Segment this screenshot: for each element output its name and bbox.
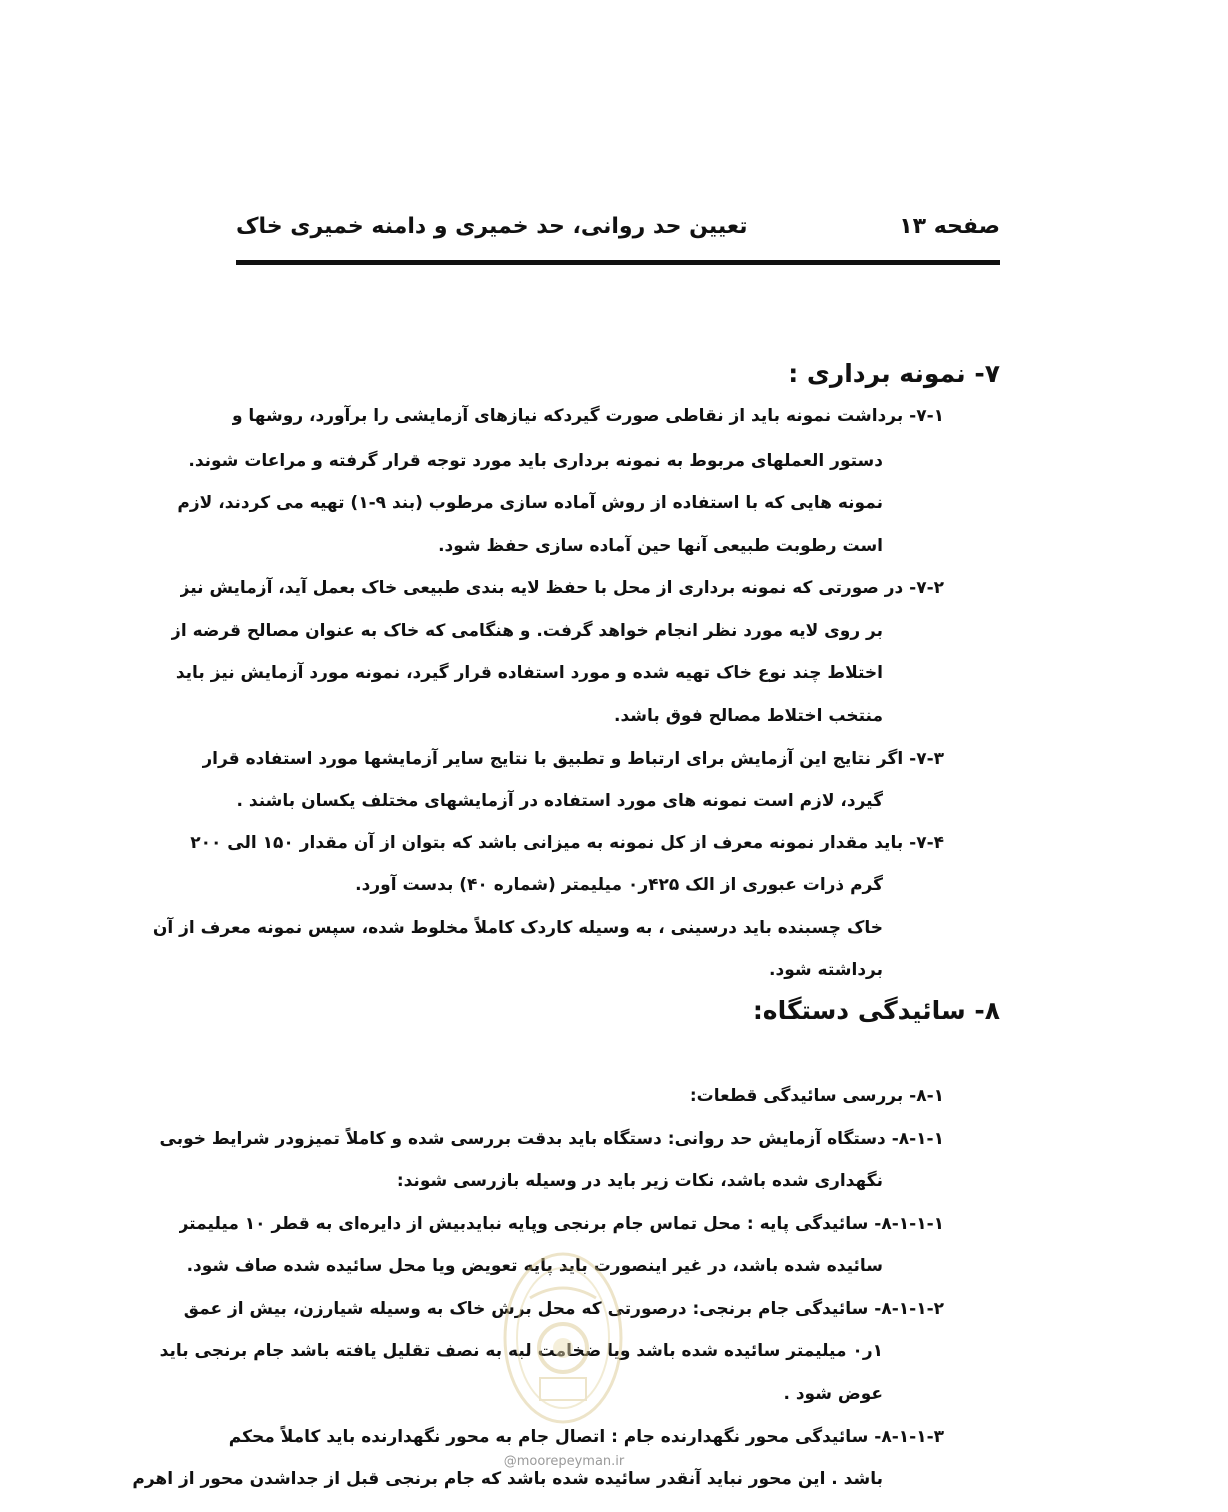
section-7-line: ۷-۱- برداشت نمونه باید از نقاطی صورت گیردکه نیازهای آزمایشی را برآورد، روشها و [231,406,944,426]
section-7-line: بر روی لایه مورد نظر انجام خواهد گرفت. و هنگامی که خاک به عنوان مصالح قرضه از [171,621,883,641]
section-8-heading: ۸- سائیدگی دستگاه: [752,996,1000,1025]
watermark-seal-icon [500,1248,626,1428]
section-8-line: ۸-۱- بررسی سائیدگی قطعات: [689,1086,944,1106]
running-title: تعیین حد روانی، حد خمیری و دامنه خمیری خاک [236,214,748,239]
section-8-line: عوض شود . [783,1384,883,1404]
page-number: صفحه ۱۳ [899,214,1000,239]
section-7-line: ۷-۴- باید مقدار نمونه معرف از کل نمونه به میزانی باشد که بتوان از آن مقدار ۱۵۰ الی ۲۰۰ [190,833,944,853]
header-rule [236,260,1000,265]
section-7-line: است رطوبت طبیعی آنها حین آماده سازی حفظ شود. [438,536,883,556]
section-7-line: خاک چسبنده باید درسینی ، به وسیله کاردک کاملاً مخلوط شده، سپس نمونه معرف از آن [152,918,883,938]
section-7-line: اختلاط چند نوع خاک تهیه شده و مورد استفاده قرار گیرد، نمونه مورد آزمایش نیز باید [175,663,883,683]
section-7-line: برداشته شود. [769,960,883,980]
section-8-line: ۸-۱-۱-۱- سائیدگی پایه : محل تماس جام برنجی وپایه نبایدبیش از دایره‌ای به قطر ۱۰ میلیمتر [178,1214,944,1234]
section-7-line: نمونه هایی که با استفاده از روش آماده سازی مرطوب (بند ۹-۱) تهیه می کردند، لازم [177,493,883,513]
section-8-line: نگهداری شده باشد، نکات زیر باید در وسیله بازرسی شوند: [396,1171,883,1191]
section-7-line: دستور العملهای مربوط به نمونه برداری باید مورد توجه قرار گرفته و مراعات شوند. [188,451,883,471]
section-8-line: باشد . این محور نباید آنقدر سائیده شده باشد که جام برنجی قبل از جداشدن محور از اهرم [132,1469,883,1489]
section-8-line: ۱ر۰ میلیمتر سائیده شده باشد ویا ضخامت لبه به نصف تقلیل یافته باشد جام برنجی باید [159,1341,883,1361]
section-8-line: ۸-۱-۱-۲- سائیدگی جام برنجی: درصورتی که محل برش خاک به وسیله شیارزن، بیش از عمق [183,1299,944,1319]
watermark-site-text: @moorepeyman.ir [503,1454,625,1469]
section-8-line: ۸-۱-۱-۳- سائیدگی محور نگهدارنده جام : اتصال جام به محور نگهدارنده باید کاملاً محکم [228,1427,944,1447]
section-8-line: سائیده شده باشد، در غیر اینصورت باید پایه تعویض ویا محل سائیده شده صاف شود. [186,1256,883,1276]
page-header [236,208,1000,252]
section-7-line: ۷-۳- اگر نتایج این آزمایش برای ارتباط و تطبیق با نتایج سایر آزمایشها مورد استفاده قرار [202,749,944,769]
section-8-line: ۸-۱-۱- دستگاه آزمایش حد روانی: دستگاه باید بدقت بررسی شده و کاملاً تمیزودر شرایط خوبی [159,1129,944,1149]
section-7-heading: ۷- نمونه برداری : [788,359,1000,388]
section-7-line: منتخب اختلاط مصالح فوق باشد. [614,706,883,726]
section-7-line: گیرد، لازم است نمونه های مورد استفاده در آزمایشهای مختلف یکسان باشند . [236,791,883,811]
section-7-line: گرم ذرات عبوری از الک ۴۲۵ر۰ میلیمتر (شماره ۴۰) بدست آورد. [355,875,883,895]
section-7-line: ۷-۲- در صورتی که نمونه برداری از محل با حفظ لایه بندی طبیعی خاک بعمل آید، آزمایش نیز [179,578,944,598]
